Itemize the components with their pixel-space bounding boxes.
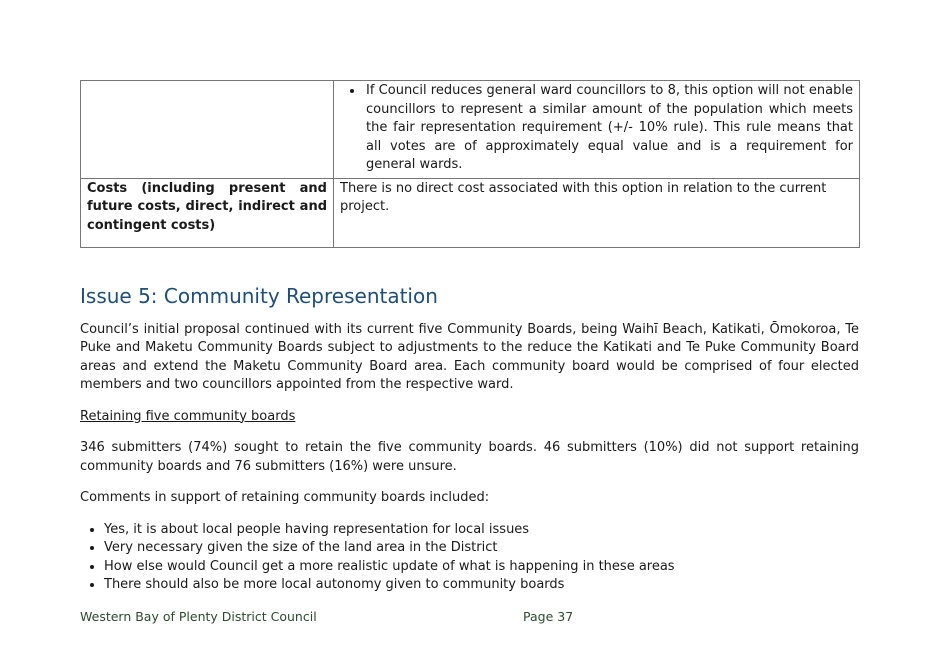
footer-organization: Western Bay of Plenty District Council [80,609,317,624]
table-cell-label [81,81,334,179]
options-table [80,80,860,248]
table-cell-content [334,81,860,179]
list-item: • Yes, it is about local people having representation for local issues [104,521,859,540]
table-row [81,178,860,247]
section-heading: Issue 5: Community Representation [80,283,438,308]
table-row [81,81,860,179]
table-cell-content: There is no direct cost associated with this option in relation to the current project. [334,178,860,247]
comments-intro: Comments in support of retaining community boards included: [80,490,490,505]
list-item: • How else would Council get a more realistic update of what is happening in these areas [104,558,859,577]
page-content [80,80,859,595]
subheading: Retaining five community boards [80,408,296,424]
stats-paragraph: 346 submitters (74%) sought to retain the five community boards. 46 submitters (10%) did not support retaining community boards and 76 submitters (16%) were unsure. [80,440,859,474]
list-item: • If Council reduces general ward councillors to 8, this option will not enable councillors to represent a similar amount of the population which meets the fair representation requirement (+/- 10% rule). This rule means that all votes are of approximately equal value and is a requirement for general wards. [364,82,853,175]
bullet-list [340,82,853,175]
intro-paragraph: Council’s initial proposal continued with its current five Community Boards, being Waihī Beach, Katikati, Ōmokoroa, Te Puke and Maketu Community Boards subject to adjustments to the reduce the Katikati and Te Puke Community Board areas and extend the Maketu Community Board area. Each community board would be comprised of four elected members and two councillors appointed from the respective ward. [80,321,859,392]
list-item: • There should also be more local autonomy given to community boards [104,576,859,595]
list-item: • Very necessary given the size of the land area in the District [104,539,859,558]
table-cell-label: Costs (including present and future costs, direct, indirect and contingent costs) [81,178,334,247]
page-number: Page 37 [523,609,574,624]
comments-list [80,521,859,595]
